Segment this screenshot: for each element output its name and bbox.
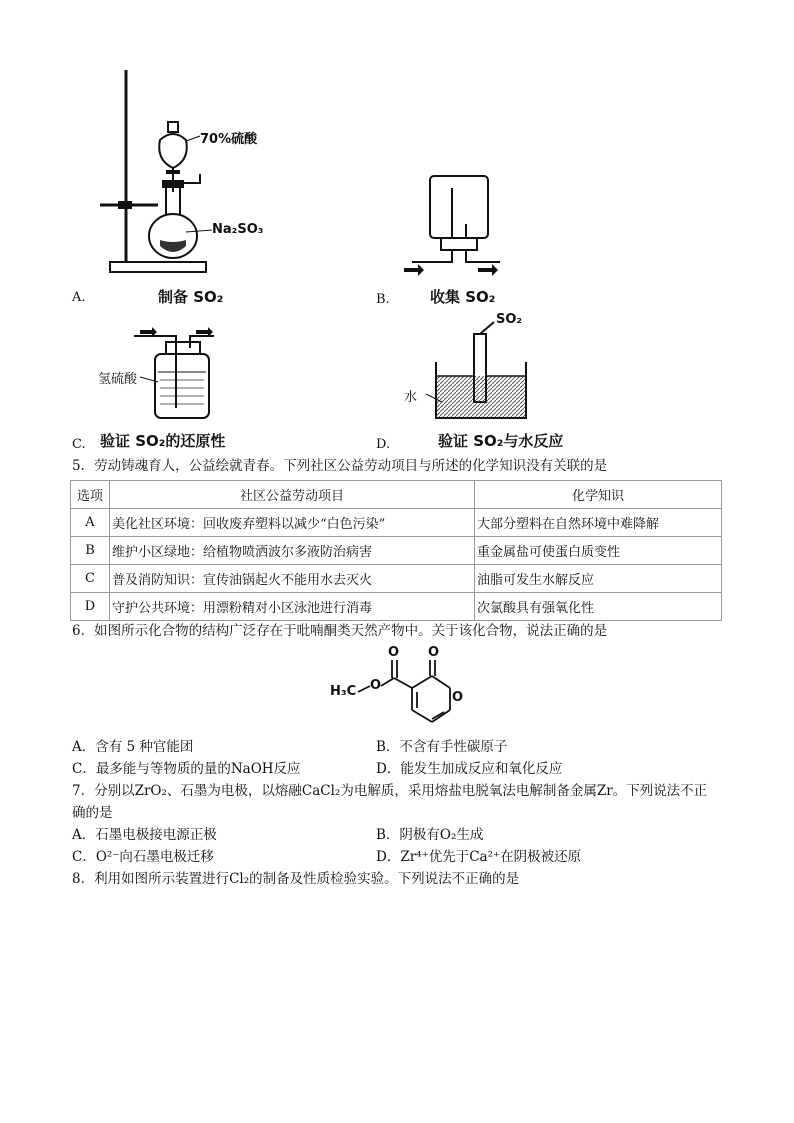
q6-stem: 6．如图所示化合物的结构广泛存在于吡喃酮类天然产物中。关于该化合物，说法正确的是: [72, 623, 608, 639]
sodium-sulfite-label: Na₂SO₃: [212, 222, 264, 237]
q6-option-c: C．最多能与等物质的量的NaOH反应: [72, 761, 301, 777]
row-option: A: [71, 509, 110, 537]
row-option: B: [71, 537, 110, 565]
q7-option-b: B．阴极有O₂生成: [376, 827, 484, 843]
header-project: 社区公益劳动项目: [110, 481, 475, 509]
q7-option-a: A．石墨电极接电源正极: [72, 827, 217, 843]
q7-stem-line2: 确的是: [72, 805, 113, 821]
water-label: 水: [404, 390, 418, 405]
ester-oxygen: O: [370, 678, 382, 693]
q5-stem: 5．劳动铸魂育人，公益绘就青春。下列社区公益劳动项目与所述的化学知识没有关联的是: [72, 458, 608, 474]
q8-stem: 8．利用如图所示装置进行Cl₂的制备及性质检验实验。下列说法不正确的是: [72, 871, 520, 887]
row-option: C: [71, 565, 110, 593]
row-knowledge: 重金属盐可使蛋白质变性: [475, 537, 722, 565]
option-letter-d: D.: [376, 437, 391, 452]
row-project: 维护小区绿地：给植物喷洒波尔多液防治病害: [110, 537, 475, 565]
ring-oxygen: O: [452, 690, 464, 705]
carbonyl-oxygen-2: O: [428, 645, 440, 660]
caption-a: 制备 SO₂: [158, 288, 224, 306]
acid-label: 70%硫酸: [200, 132, 258, 147]
option-letter-a: A.: [72, 290, 86, 305]
hydrosulfuric-acid-label: 氢硫酸: [98, 372, 138, 387]
row-project: 美化社区环境：回收废弃塑料以减少“白色污染”: [110, 509, 475, 537]
row-knowledge: 大部分塑料在自然环境中难降解: [475, 509, 722, 537]
caption-b: 收集 SO₂: [430, 288, 496, 306]
row-knowledge: 次氯酸具有强氧化性: [475, 593, 722, 621]
q7-option-d: D．Zr⁴⁺优先于Ca²⁺在阴极被还原: [376, 849, 582, 865]
so2-label: SO₂: [496, 312, 523, 327]
row-project: 守护公共环境：用漂粉精对小区泳池进行消毒: [110, 593, 475, 621]
row-project: 普及消防知识：宣传油锅起火不能用水去灭火: [110, 565, 475, 593]
header-knowledge: 化学知识: [475, 481, 722, 509]
row-knowledge: 油脂可发生水解反应: [475, 565, 722, 593]
q7-option-c: C．O²⁻向石墨电极迁移: [72, 849, 214, 865]
caption-c: 验证 SO₂的还原性: [100, 432, 226, 450]
q6-option-d: D．能发生加成反应和氧化反应: [376, 761, 563, 777]
q6-option-a: A．含有 5 种官能团: [72, 739, 194, 755]
option-letter-b: B.: [376, 292, 390, 307]
q7-stem-line1: 7．分别以ZrO₂、石墨为电极，以熔融CaCl₂为电解质，采用熔盐电脱氧法电解制备金属Zr。下列说法不正: [72, 783, 708, 799]
row-option: D: [71, 593, 110, 621]
option-letter-c: C.: [72, 437, 86, 452]
caption-d: 验证 SO₂与水反应: [438, 432, 564, 450]
header-option: 选项: [71, 481, 110, 509]
q6-option-b: B．不含有手性碳原子: [376, 739, 508, 755]
methyl-group: H₃C: [330, 684, 357, 699]
carbonyl-oxygen-1: O: [388, 645, 400, 660]
